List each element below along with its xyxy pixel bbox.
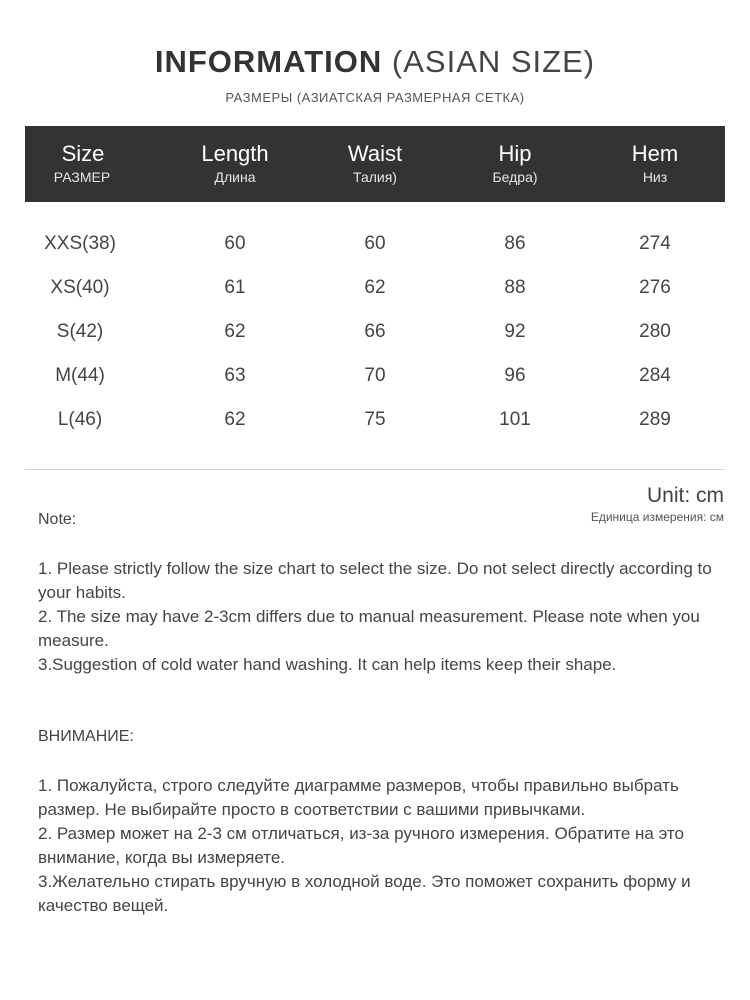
note-heading: Note: [38, 511, 77, 528]
note-item: 2. The size may have 2-3cm differs due to manual measurement. Please note when you measure. [38, 607, 700, 650]
unit-label-en: Unit: cm [646, 484, 724, 507]
table-row [25, 310, 725, 354]
table-cell: 66 [364, 321, 386, 342]
title-main: INFORMATION [154, 44, 383, 79]
header-length [165, 126, 305, 202]
note-item: 2. Размер может на 2-3 см отличаться, из-за ручного измерения. Обратите на это внимание, когда вы измеряете. [38, 824, 684, 867]
table-row [25, 222, 725, 266]
size-table-header [25, 126, 725, 202]
table-cell: 284 [639, 365, 671, 386]
note-item: 1. Пожалуйста, строго следуйте диаграмме размеров, чтобы правильно выбрать размер. Не выбирайте просто в соответствии с вашими привычками. [38, 776, 679, 819]
table-cell: 88 [504, 277, 526, 298]
header-hem-en: Hem [631, 141, 679, 166]
notes-russian [38, 774, 718, 918]
table-cell: XS(40) [50, 277, 110, 298]
table-cell: 280 [639, 321, 671, 342]
header-size [25, 126, 165, 202]
header-length-ru: Длина [214, 169, 256, 185]
header-hem-ru: Низ [642, 169, 668, 185]
table-cell: M(44) [55, 365, 105, 386]
note-item: 3.Suggestion of cold water hand washing. It can help items keep their shape. [38, 655, 617, 674]
header-hip [445, 126, 585, 202]
table-cell: 75 [364, 409, 386, 430]
table-cell: 70 [364, 365, 386, 386]
table-cell: 86 [504, 233, 526, 254]
table-cell: 62 [364, 277, 386, 298]
note-item: 1. Please strictly follow the size chart to select the size. Do not select directly according to your habits. [38, 559, 712, 602]
size-table-body [25, 222, 725, 442]
table-row [25, 354, 725, 398]
page-subtitle: РАЗМЕРЫ (АЗИАТСКАЯ РАЗМЕРНАЯ СЕТКА) [225, 90, 525, 105]
table-cell: 276 [639, 277, 671, 298]
header-waist-en: Waist [347, 141, 403, 166]
page-title [0, 44, 750, 80]
notes-english [38, 557, 718, 677]
table-cell: 62 [224, 321, 246, 342]
table-cell: 60 [364, 233, 386, 254]
header-hip-en: Hip [498, 141, 532, 166]
table-row [25, 398, 725, 442]
table-cell: 61 [224, 277, 246, 298]
table-cell: 96 [504, 365, 526, 386]
table-cell: 274 [639, 233, 671, 254]
table-cell: 101 [499, 409, 531, 430]
header-hip-ru: Бедра) [492, 169, 538, 185]
table-cell: XXS(38) [44, 233, 116, 254]
table-cell: 62 [224, 409, 246, 430]
note-heading-ru: ВНИМАНИЕ: [38, 728, 134, 745]
header-waist-ru: Талия) [353, 169, 397, 185]
table-cell: L(46) [57, 409, 103, 430]
table-row [25, 266, 725, 310]
table-divider [25, 469, 725, 470]
table-cell: 63 [224, 365, 246, 386]
header-length-en: Length [201, 141, 269, 166]
unit-label [591, 484, 724, 526]
table-cell: 60 [224, 233, 246, 254]
header-size-en: Size [61, 141, 105, 166]
note-item: 3.Желательно стирать вручную в холодной воде. Это поможет сохранить форму и качество вещей. [38, 872, 691, 915]
title-qualifier: (ASIAN SIZE) [391, 44, 596, 79]
header-hem [585, 126, 725, 202]
unit-label-ru: Единица измерения: см [590, 510, 724, 524]
header-waist [305, 126, 445, 202]
table-cell: 92 [504, 321, 526, 342]
header-size-ru: РАЗМЕР [53, 169, 111, 185]
table-cell: S(42) [56, 321, 104, 342]
table-cell: 289 [639, 409, 671, 430]
